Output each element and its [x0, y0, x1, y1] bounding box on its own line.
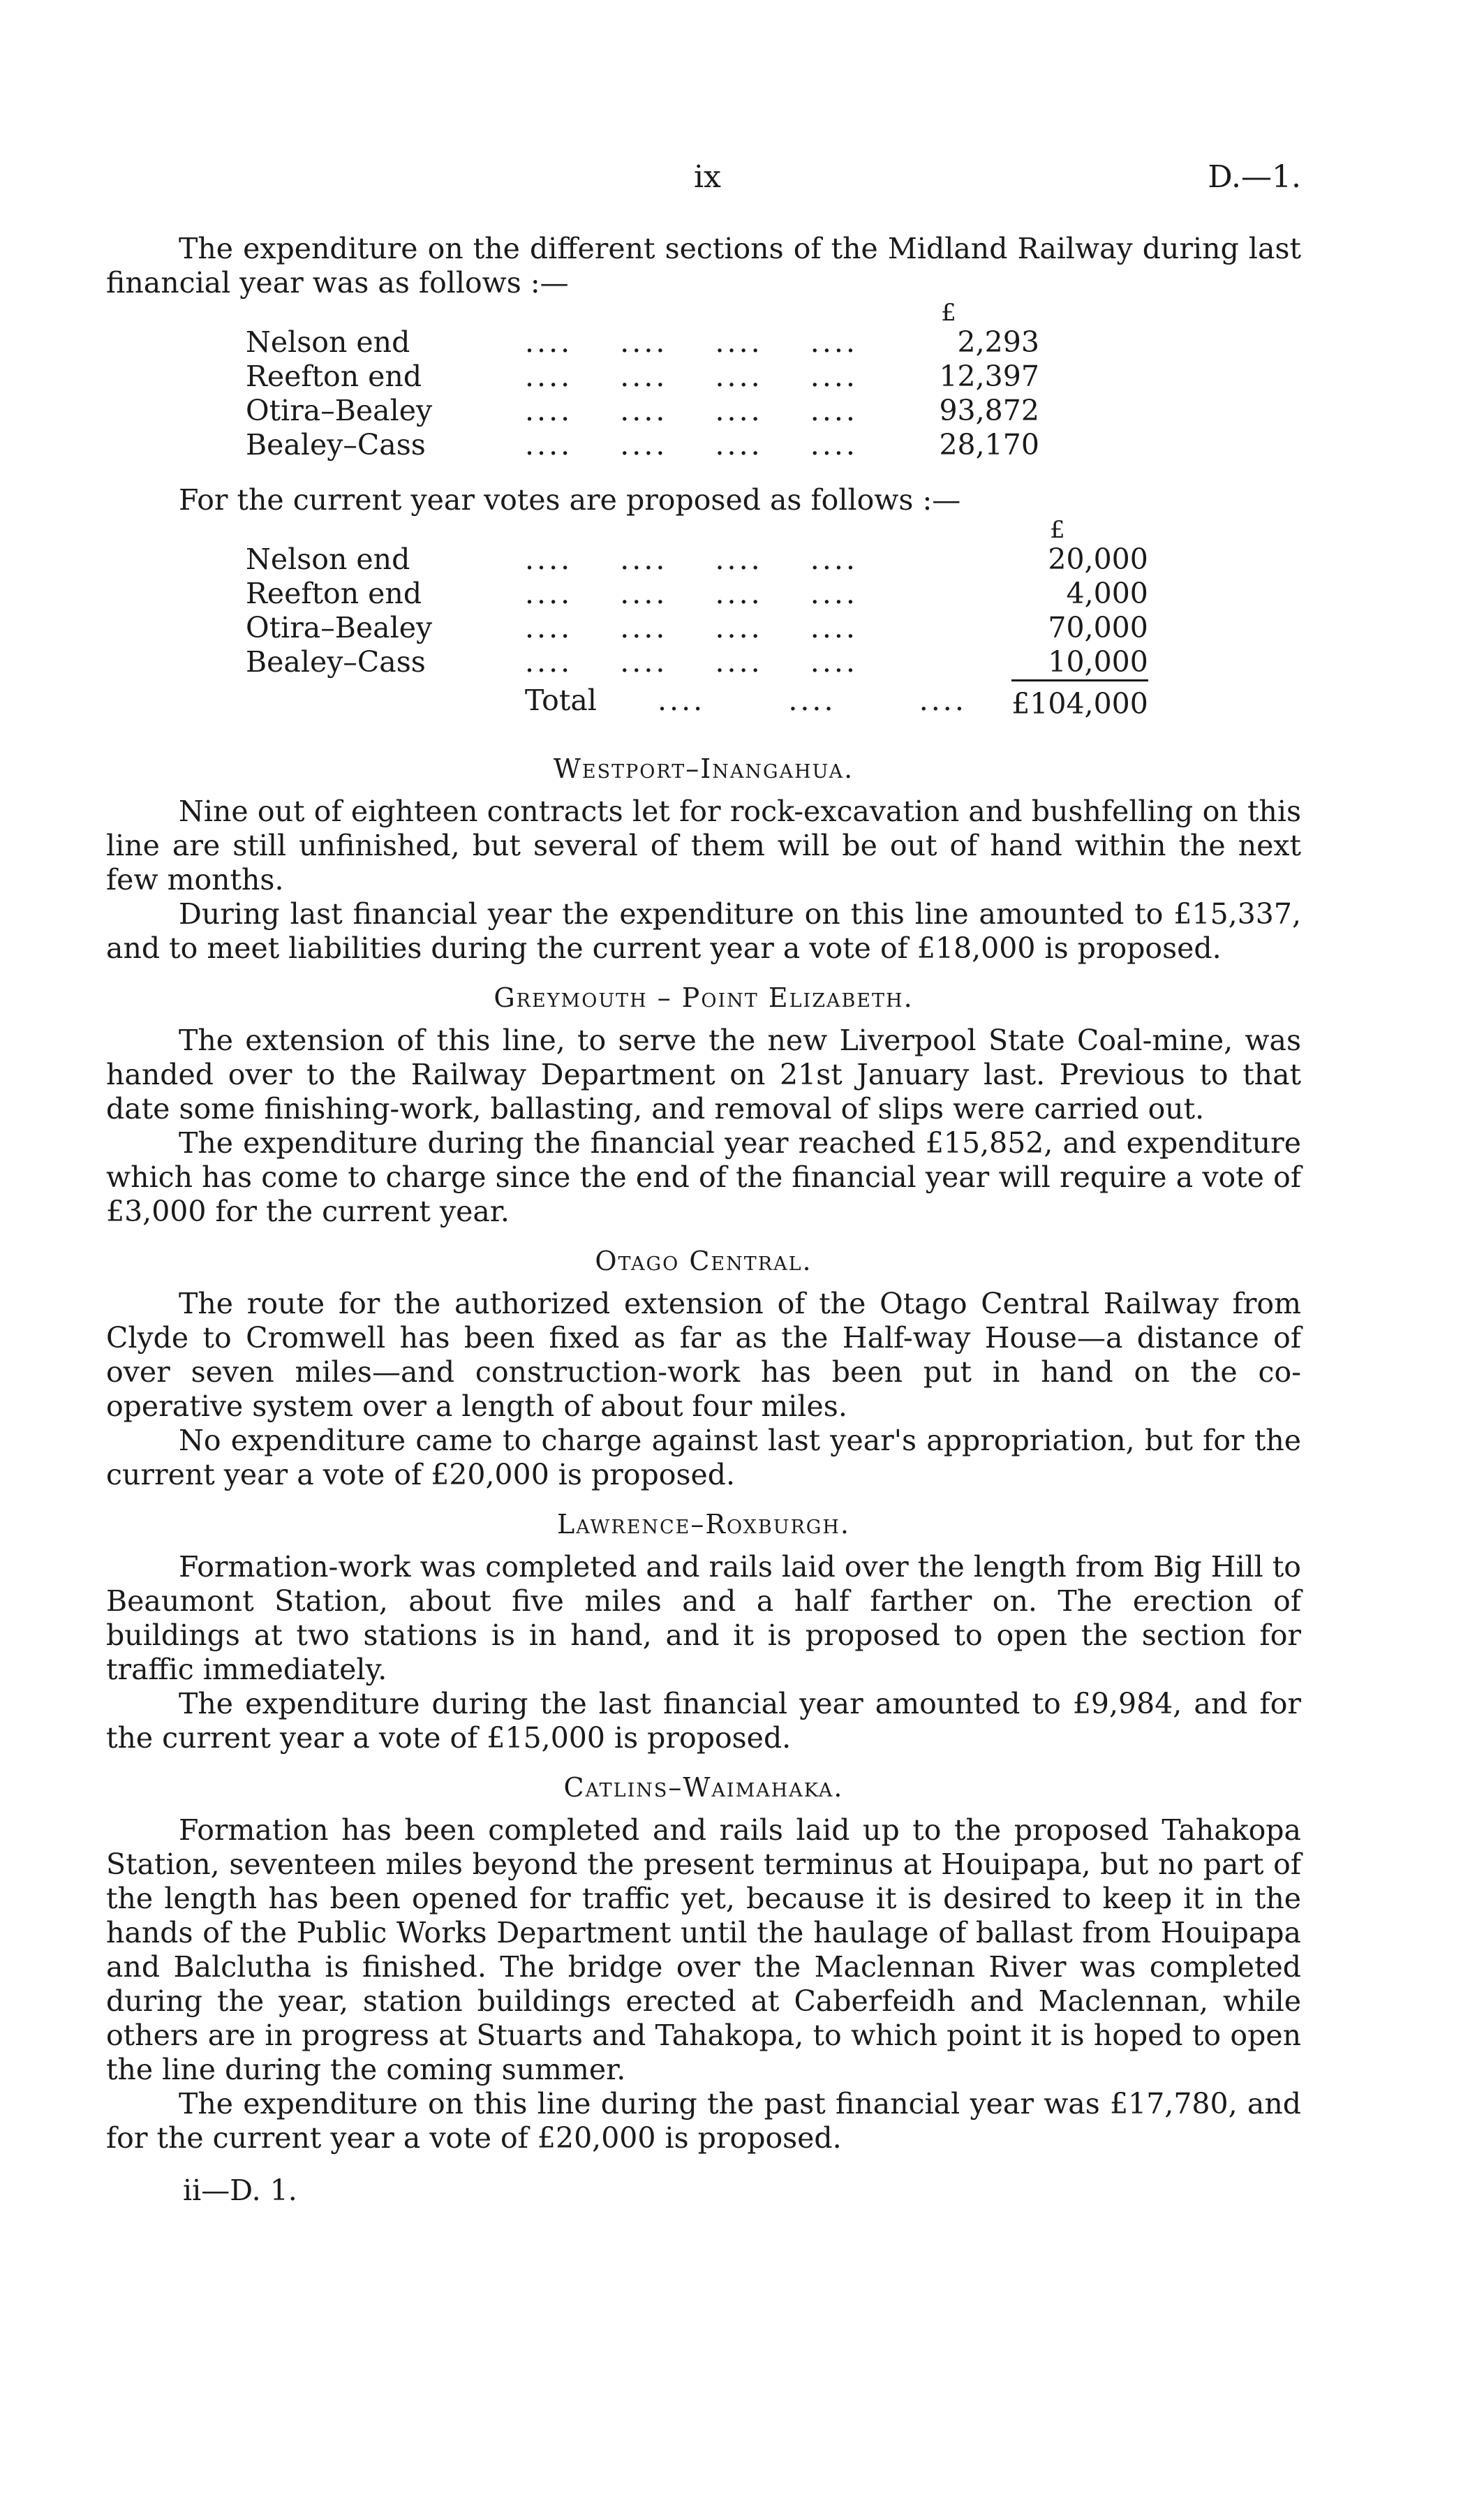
total-row — [246, 679, 1148, 721]
page-body — [106, 161, 1301, 2208]
section-greymouth-point-elizabeth — [106, 981, 1301, 1229]
paragraph: The expenditure on this line during the past financial year was £17,780, and for the current year a vote of £20,000 is proposed. — [106, 2087, 1301, 2155]
section-westport-inangahua — [106, 752, 1301, 966]
section-lawrence-roxburgh — [106, 1507, 1301, 1755]
total-dots: .... .... .... — [658, 683, 967, 717]
table-row: Reefton end .... .... .... .... 12,397 — [246, 360, 1039, 393]
table-row: Reefton end .... .... .... .... 4,000 — [246, 577, 1148, 610]
midland-proposed-table — [246, 517, 1148, 721]
signature-mark: ii—D. 1. — [183, 2174, 297, 2207]
paragraph: Formation has been completed and rails laid up to the proposed Tahakopa Station, seventeen miles beyond the present terminus at Houipapa, but no part of the length has been opened for traffic yet, because it is desired to keep it in the hands of the Public Works Department until the haulage of ballast from Houipapa and Balclutha is finished. The bridge over the Maclennan River was completed during the year, station buildings erected at Caberfeidh and Maclennan, while others are in progress at Stuarts and Tahakopa, to which point it is hoped to open the line during the coming summer. — [106, 1813, 1301, 2086]
section-heading: Greymouth – Point Elizabeth. — [494, 982, 914, 1013]
midland-proposed-intro: For the current year votes are proposed as follows :— — [179, 483, 961, 517]
page-number: ix — [694, 159, 721, 195]
table-row: Otira–Bealey .... .... .... .... 70,000 — [246, 611, 1148, 644]
table-row: Nelson end .... .... .... .... 2,293 — [246, 325, 1039, 359]
paragraph: During last financial year the expenditure on this line amounted to £15,337, and to meet liabilities during the current year a vote of £18,000 is proposed. — [106, 897, 1301, 965]
section-heading: Catlins–Waimahaka. — [563, 1772, 844, 1803]
paragraph: No expenditure came to charge against last year's appropriation, but for the current year a vote of £20,000 is proposed. — [106, 1424, 1301, 1491]
currency-symbol: £ — [1050, 516, 1065, 544]
table-row: Bealey–Cass .... .... .... .... 10,000 — [246, 645, 1148, 679]
paragraph: Nine out of eighteen contracts let for rock-excavation and bushfelling on this line are still unfinished, but several of them will be out of hand within the next few months. — [106, 795, 1301, 897]
total-label: Total — [525, 683, 597, 717]
paragraph: The route for the authorized extension of the Otago Central Railway from Clyde to Cromwell has been fixed as far as the Half-way House—a distance of over seven miles—and construction-work has been put in hand on the co-operative system over a length of about four miles. — [106, 1287, 1301, 1423]
paragraph: The expenditure during the financial year reached £15,852, and expenditure which has come to charge since the end of the financial year will require a vote of £3,000 for the current year. — [106, 1126, 1301, 1228]
section-heading: Westport–Inangahua. — [553, 753, 854, 784]
document-reference: D.—1. — [1208, 159, 1301, 195]
midland-last-year-table — [246, 300, 1039, 462]
paragraph: The expenditure during the last financial year amounted to £9,984, and for the current year a vote of £15,000 is proposed. — [106, 1687, 1301, 1755]
paragraph: Formation-work was completed and rails laid over the length from Big Hill to Beaumont Station, about five miles and a half farther on. The erection of buildings at two stations is in hand, and it is proposed to open the section for traffic immediately. — [106, 1550, 1301, 1686]
section-catlins-waimahaka — [106, 1771, 1301, 2155]
total-amount: £104,000 — [1011, 679, 1148, 721]
section-heading: Otago Central. — [595, 1246, 813, 1276]
table-row: Otira–Bealey .... .... .... .... 93,872 — [246, 394, 1039, 427]
section-heading: Lawrence–Roxburgh. — [556, 1509, 851, 1540]
table-row: Nelson end .... .... .... .... 20,000 — [246, 543, 1148, 576]
section-otago-central — [106, 1244, 1301, 1492]
paragraph: The extension of this line, to serve the new Liverpool State Coal-mine, was handed over to the Railway Department on 21st January last. Previous to that date some finishing-work, ballasting, and removal of slips were carried out. — [106, 1024, 1301, 1126]
table-row: Bealey–Cass .... .... .... .... 28,170 — [246, 428, 1039, 462]
midland-intro: The expenditure on the different sections of the Midland Railway during last financial year was as follows :— — [106, 232, 1301, 300]
currency-symbol: £ — [941, 299, 956, 327]
